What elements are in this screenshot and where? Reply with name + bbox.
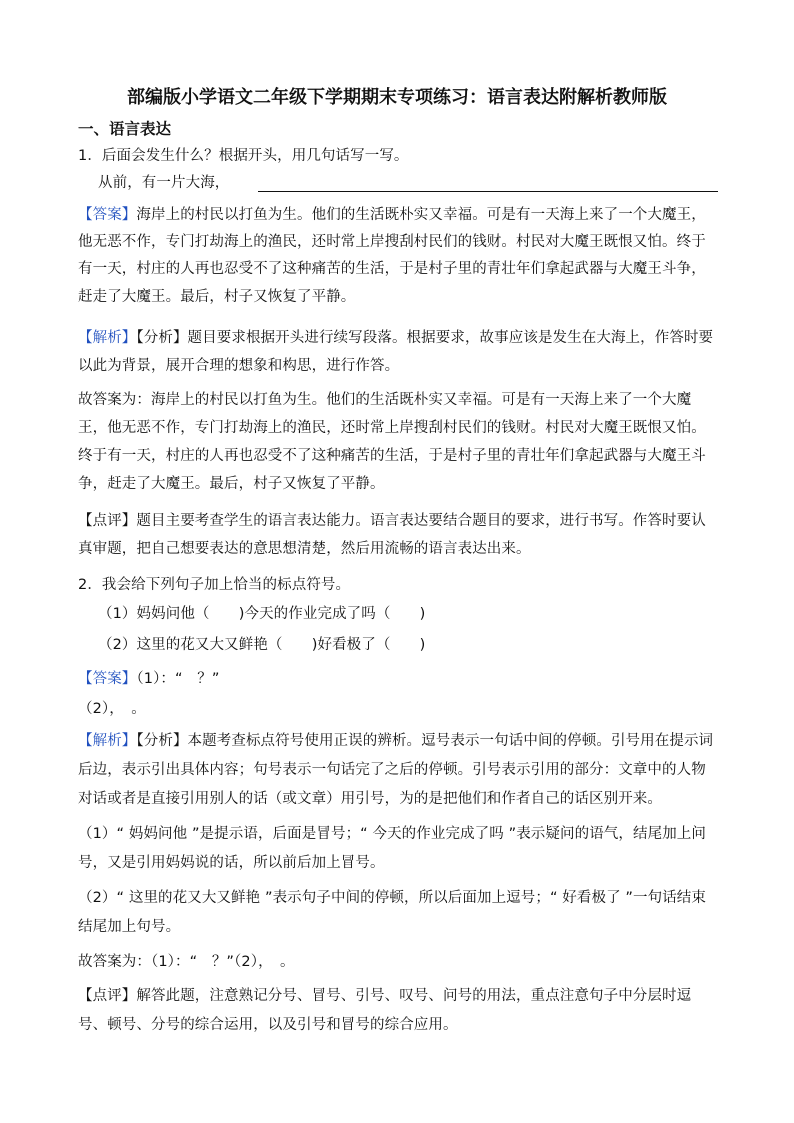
line-text: 【分析】本题考查标点符号使用正误的辨析。逗号表示一句话中间的停顿。引号用在提示词 (136, 733, 714, 749)
question-2-item (98, 634, 425, 656)
comment-line (78, 538, 531, 560)
analysis-tag: 【解析】 (78, 733, 137, 749)
line-text: 终于有一天，村庄的人再也忍受不了这种痛苦的生活，于是村子里的青壮年们拿起武器与大魔王斗 (78, 448, 706, 464)
analysis-line (78, 327, 713, 349)
analysis-line (78, 951, 295, 973)
section-heading: 一、语言表达 (78, 120, 172, 138)
analysis-line (78, 445, 706, 467)
question-2-prompt (78, 574, 350, 596)
line-text: 真审题，把自己想要表达的意思想清楚，然后用流畅的语言表达出来。 (78, 541, 531, 557)
line-text: 【点评】解答此题，注意熟记分号、冒号、引号、叹号、问号的用法，重点注意句子中分层时逗 (78, 988, 692, 1004)
line-text: 【点评】题目主要考查学生的语言表达能力。语言表达要结合题目的要求，进行书写。作答时要认 (78, 513, 706, 529)
answer-line (78, 258, 706, 280)
analysis-line (78, 473, 385, 495)
analysis-line (78, 389, 691, 411)
line-text: 他无恶不作，专门打劫海上的渔民，还时常上岸搜刮村民们的钱财。村民对大魔王既恨又怕。终于 (78, 234, 706, 250)
analysis-line (78, 759, 706, 781)
line-text: 对话或者是直接引用别人的话（或文章）用引号，为的是把他们和作者自己的话区别开来。 (78, 791, 662, 807)
answer-line (78, 698, 146, 720)
analysis-line (78, 916, 180, 938)
line-text: 王，他无恶不作，专门打劫海上的渔民，还时常上岸搜刮村民们的钱财。村民对大魔王既恨又怕。 (78, 420, 706, 436)
line-text: 1．后面会发生什么？根据开头，用几句话写一写。 (78, 148, 409, 164)
line-text: 故答案为：（1）：“ ？”（2）， 。 (78, 954, 295, 970)
line-text: 号，又是引用妈妈说的话，所以前后加上冒号。 (78, 855, 385, 871)
line-text: （2）， 。 (78, 701, 146, 717)
page-title: 部编版小学语文二年级下学期期末专项练习：语言表达附解析教师版 (127, 87, 667, 108)
analysis-line (78, 788, 662, 810)
answer-blank-line (258, 191, 718, 192)
line-text: （1）妈妈问他（ )今天的作业完成了吗（ ) (98, 606, 426, 622)
answer-line (78, 231, 706, 253)
line-text: 争，赶走了大魔王。最后，村子又恢复了平静。 (78, 476, 385, 492)
line-text: （1）“ 妈妈问他 ”是提示语，后面是冒号；“ 今天的作业完成了吗 ”表示疑问的语气，结尾加上问 (78, 826, 707, 842)
analysis-line (78, 417, 706, 439)
line-text: 以此为背景，展开合理的想象和构思，进行作答。 (78, 358, 400, 374)
line-text: （1）：“ ？” (136, 671, 220, 687)
answer-line (78, 286, 355, 308)
line-text: 赶走了大魔王。最后，村子又恢复了平静。 (78, 289, 356, 305)
line-text: 有一天，村庄的人再也忍受不了这种痛苦的生活，于是村子里的青壮年们拿起武器与大魔王斗争， (78, 261, 706, 277)
answer-line (78, 204, 706, 226)
line-text: 2．我会给下列句子加上恰当的标点符号。 (78, 577, 351, 593)
comment-line (78, 985, 691, 1007)
line-text: 故答案为：海岸上的村民以打鱼为生。他们的生活既朴实又幸福。可是有一天海上来了一个大魔 (78, 392, 692, 408)
line-text: （2）“ 这里的花又大又鲜艳 ”表示句子中间的停顿，所以后面加上逗号；“ 好看极了 ”一句话结束 (78, 890, 707, 906)
question-1-starter (98, 172, 229, 194)
line-text: （2）这里的花又大又鲜艳（ )好看极了（ ) (98, 637, 426, 653)
question-1-prompt (78, 145, 409, 167)
analysis-tag: 【解析】 (78, 330, 137, 346)
line-text: 结尾加上句号。 (78, 919, 181, 935)
answer-line (78, 668, 219, 690)
answer-tag: 【答案】 (78, 671, 137, 687)
line-text: 海岸上的村民以打鱼为生。他们的生活既朴实又幸福。可是有一天海上来了一个大魔王， (136, 207, 706, 223)
analysis-line (78, 823, 706, 845)
line-text: 从前，有一片大海， (98, 175, 230, 191)
comment-line (78, 1014, 458, 1036)
line-text: 后边，表示引出具体内容；句号表示一句话完了之后的停顿。引号表示引用的部分：文章中的人物 (78, 762, 706, 778)
analysis-line (78, 852, 385, 874)
analysis-line (78, 887, 706, 909)
analysis-line (78, 355, 399, 377)
answer-tag: 【答案】 (78, 207, 137, 223)
analysis-line (78, 730, 713, 752)
line-text: 号、顿号、分号的综合运用，以及引号和冒号的综合应用。 (78, 1017, 458, 1033)
question-2-item (98, 603, 425, 625)
line-text: 【分析】题目要求根据开头进行续写段落。根据要求，故事应该是发生在大海上，作答时要 (136, 330, 714, 346)
comment-line (78, 510, 706, 532)
